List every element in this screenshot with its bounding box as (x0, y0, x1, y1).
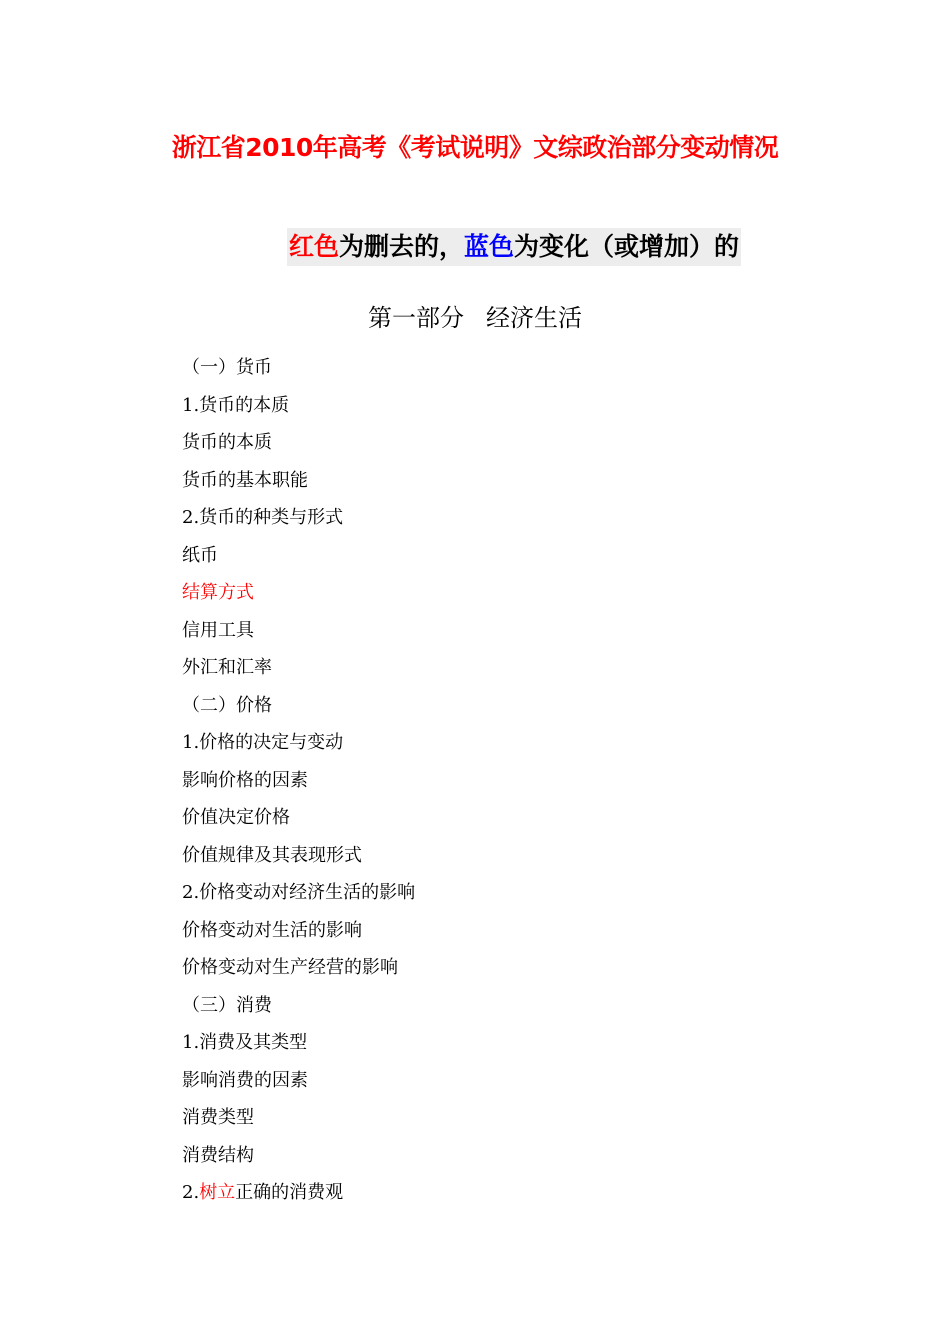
section-heading: （三）消费 (182, 994, 272, 1016)
list-item: 价值规律及其表现形式 (182, 844, 362, 866)
list-item: 价格变动对生活的影响 (182, 919, 362, 941)
subsection-heading: 2.价格变动对经济生活的影响 (182, 882, 416, 903)
legend-blue-word: 蓝色 (464, 232, 515, 261)
list-item: 货币的本质 (182, 432, 272, 453)
part-number: 第一部分 (368, 304, 464, 332)
deleted-word: 树立 (199, 1182, 236, 1203)
subsection-heading: 2.货币的种类与形式 (182, 507, 344, 528)
list-item: 纸币 (182, 544, 218, 566)
legend-mid-text: 为删去的， (339, 232, 465, 261)
item-rest: 正确的消费观 (235, 1182, 344, 1203)
part-heading (0, 300, 950, 336)
deleted-list-item: 结算方式 (182, 582, 254, 603)
list-item: 消费类型 (182, 1107, 254, 1128)
legend-end-text: 为变化（或增加）的 (514, 232, 740, 261)
section-heading: （一）货币 (182, 357, 272, 378)
subsection-heading: 1.货币的本质 (182, 394, 290, 416)
part-name: 经济生活 (486, 304, 582, 332)
color-legend (287, 228, 741, 266)
list-item: 信用工具 (182, 619, 254, 641)
list-item: 影响消费的因素 (182, 1069, 308, 1091)
list-item: 消费结构 (182, 1144, 254, 1166)
subsection-heading (182, 1174, 415, 1212)
subsection-heading: 1.消费及其类型 (182, 1032, 308, 1053)
outline-list (182, 349, 415, 1212)
item-prefix: 2. (182, 1182, 200, 1203)
list-item: 货币的基本职能 (182, 469, 308, 491)
section-heading: （二）价格 (182, 694, 272, 716)
list-item: 外汇和汇率 (182, 657, 272, 678)
legend-red-word: 红色 (289, 232, 340, 261)
list-item: 价格变动对生产经营的影响 (182, 957, 398, 978)
list-item: 影响价格的因素 (182, 769, 308, 791)
list-item: 价值决定价格 (182, 807, 290, 828)
document-title: 浙江省2010年高考《考试说明》文综政治部分变动情况 (171, 133, 779, 162)
subsection-heading: 1.价格的决定与变动 (182, 732, 344, 753)
